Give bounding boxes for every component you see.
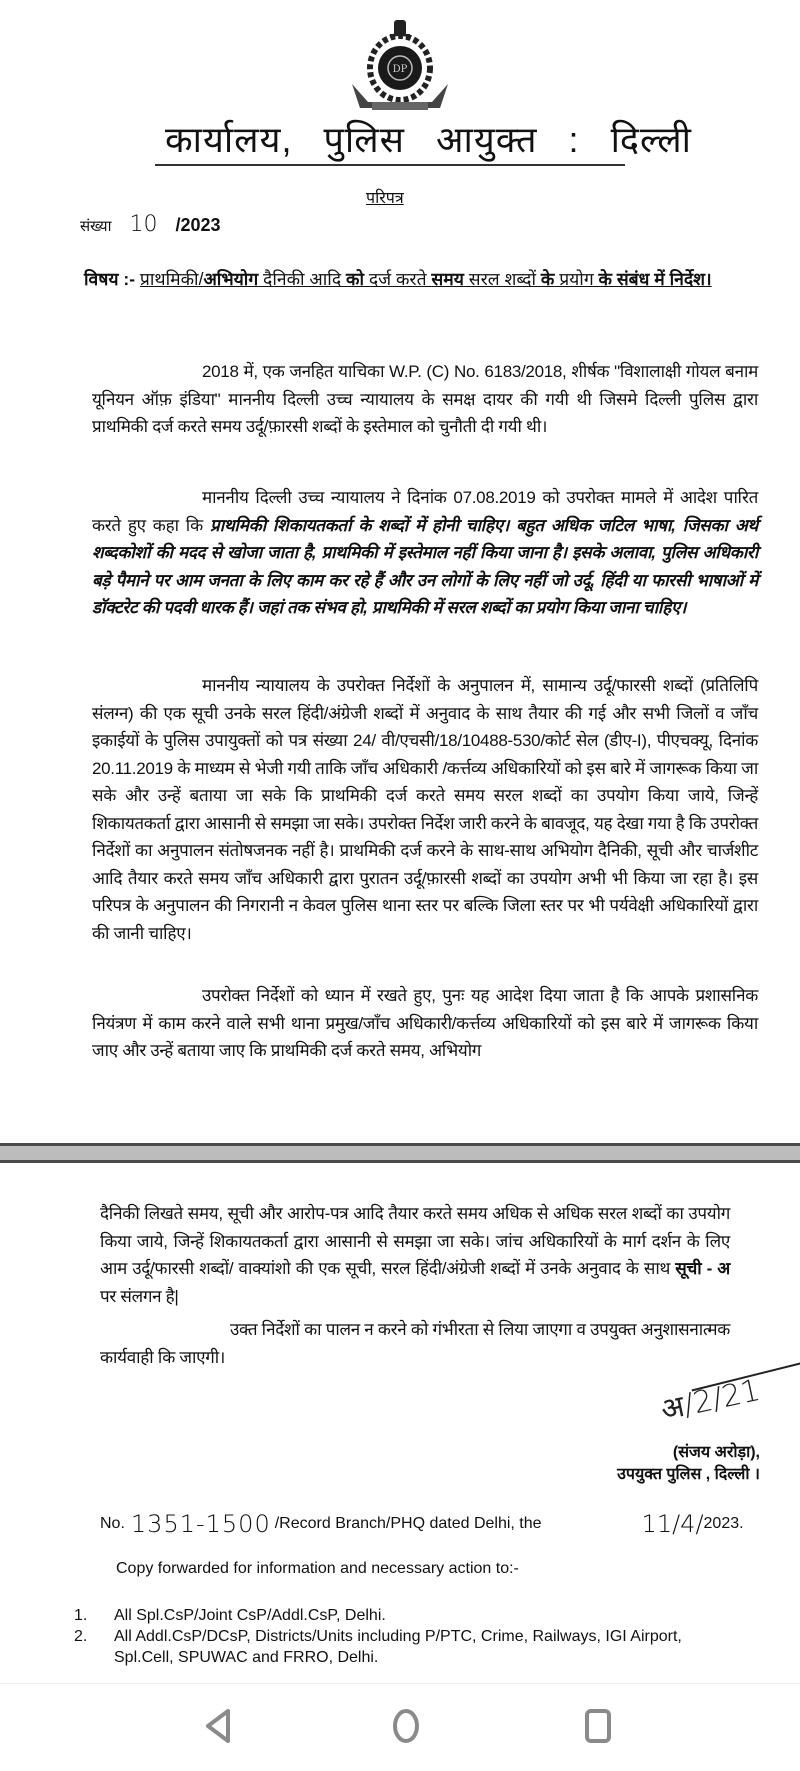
recents-icon — [583, 1708, 613, 1744]
home-button[interactable] — [386, 1706, 426, 1746]
paragraph-5 — [100, 1200, 730, 1310]
list-number: 1. — [74, 1607, 88, 1624]
signatory-designation: उपयुक्त पुलिस , दिल्ली । — [617, 1466, 760, 1483]
number-value: 10 — [129, 212, 158, 237]
subject-part: दैनिकी आदि — [258, 269, 346, 289]
copy-forward-list — [74, 1605, 734, 1668]
ref-prefix: No. — [100, 1515, 125, 1532]
paragraph-6 — [100, 1316, 730, 1371]
annexure-ref: सूची - अ — [675, 1259, 730, 1278]
document-type: परिपत्र — [366, 190, 404, 207]
svg-text:DP: DP — [392, 64, 408, 75]
subject-part: को — [346, 269, 364, 289]
reference-line — [100, 1510, 744, 1538]
paragraph-text: माननीय न्यायालय के उपरोक्त निर्देशों के अनुपालन में, सामान्य उर्दू/फारसी शब्दों (प्रतिलिपि संलग्न) की एक सूची उनके सरल हिंदी/अंग्रेजी शब्दों में अनुवाद के साथ तैयार की गई और सभी जिलों व जाँच इकाईयों के पुलिस उपायुक्तों को पत्र संख्या 24/ वी/एचसी/18/10488-530/कोर्ट सेल (डीए-I), पीएचक्यू, दिनांक 20.11.2019 के माध्यम से भेजी गयी ताकि जाँच अधिकारी /कर्त्तव्य अधिकारियों को इस बारे में जागरूक किया जा सके और उन्हें बताया जा सके कि प्राथमिकी दर्ज करते समय सरल शब्दों का उपयोग किया जाये, जिन्हें शिकायतकर्ता द्वारा आसानी से समझा जा सके। उपरोक्त निर्देश जारी करने के बावजूद, यह देखा गया है कि उपरोक्त निर्देशों का अनुपालन संतोषजनक नहीं है। प्राथमिकी दर्ज करने के साथ-साथ अभियोग दैनिकी, सूची और चार्जशीट आदि तैयार करते समय जाँच अधिकारी द्वारा पुरातन उर्दू/फ़ारसी शब्दों का उपयोग अभी भी किया जा रहा है। इस परिपत्र के अनुपालन की निगरानी न केवल पुलिस थाना स्तर पर बल्कि जिला स्तर पर भी पर्यवेक्षी अधिकारियों द्वारा की जानी चाहिए। — [92, 676, 758, 943]
paragraph-text: उक्त निर्देशों का पालन न करने को गंभीरता से लिया जाएगा व उपयुक्त अनुशासनात्मक कार्यवाही कि जाएगी। — [100, 1320, 730, 1367]
subject-text — [140, 269, 712, 289]
paragraph-text: पर संलगन है| — [100, 1286, 179, 1306]
title-part: : — [568, 119, 580, 160]
list-text: All Spl.CsP/Joint CsP/Addl.CsP, Delhi. — [114, 1607, 386, 1624]
subject-part: सरल शब्दों — [463, 269, 541, 289]
paragraph-text: उपरोक्त निर्देशों को ध्यान में रखते हुए, पुनः यह आदेश दिया जाता है कि आपके प्रशासनिक नियंत्रण में काम करने वाले सभी थाना प्रमुख/जाँच अधिकारी/कर्त्तव्य अधिकारियों को इस बारे में जागरूक किया जाए और उन्हें बताया जाए कि प्राथमिकी दर्ज करते समय, अभियोग — [92, 986, 758, 1060]
list-number: 2. — [74, 1628, 88, 1645]
paragraph-text: दैनिकी लिखते समय, सूची और आरोप-पत्र आदि तैयार करते समय अधिक से अधिक सरल शब्दों का उपयोग किया जाये, जिन्हें शिकायतकर्ता द्वारा आसानी से समझा जा सके। जांच अधिकारियों के मार्ग दर्शन के लिए आम उर्दू/फारसी शब्दों/ वाक्यांशो की एक सूची, सरल हिंदी/अंग्रेजी शब्दों में उनके अनुवाद के साथ — [100, 1204, 730, 1278]
subject-part: के — [540, 269, 555, 289]
ref-middle: /Record Branch/PHQ dated Delhi, the — [274, 1515, 542, 1532]
paragraph-2 — [92, 484, 758, 622]
paragraph-1 — [92, 358, 758, 441]
title-part: आयुक्त — [436, 119, 538, 160]
ref-year: 2023. — [703, 1515, 744, 1532]
copy-forward-heading: Copy forwarded for information and necessary action to:- — [116, 1560, 519, 1577]
subject — [84, 266, 764, 293]
recents-button[interactable] — [578, 1706, 618, 1746]
subject-part: प्रयोग — [554, 269, 599, 289]
title-part: कार्यालय, — [165, 119, 293, 160]
subject-part: समय — [431, 269, 464, 289]
office-title — [155, 118, 692, 166]
paragraph-3 — [92, 672, 758, 947]
court-quote: प्राथमिकी शिकायतकर्ता के शब्दों में होनी चाहिए। बहुत अधिक जटिल भाषा, जिसका अर्थ शब्दकोशों की मदद से खोजा जाता है, प्राथमिकी में इस्तेमाल नहीं किया जाना है। इसके अलावा, पुलिस अधिकारी बड़े पैमाने पर आम जनता के लिए काम कर रहे हैं और उन लोगों के लिए नहीं जो उर्दू, हिंदी या फारसी भाषाओं में डॉक्टरेट की पदवी धारक हैं। जहां तक संभव हो, प्राथमिकी में सरल शब्दों का प्रयोग किया जाना चाहिए। — [92, 515, 758, 617]
list-item — [74, 1626, 734, 1668]
back-button[interactable] — [198, 1706, 238, 1746]
subject-part: के संबंध में निर्देश। — [598, 269, 712, 289]
paragraph-text: 2018 में, एक जनहित याचिका W.P. (C) No. 6183/2018, शीर्षक "विशालाक्षी गोयल बनाम यूनियन ऑफ़ इंडिया" माननीय दिल्ली उच्च न्यायालय के समक्ष दायर की गयी थी जिसमे दिल्ली पुलिस द्वारा प्राथमिकी दर्ज करते समय उर्दू/फ़ारसी शब्दों के इस्तेमाल को चुनौती दी गयी थी। — [92, 362, 758, 436]
paragraph-4 — [92, 982, 758, 1065]
subject-label: विषय :- — [84, 269, 136, 289]
home-icon — [391, 1708, 421, 1744]
number-label: संख्या — [80, 218, 112, 235]
navigation-bar — [0, 1683, 800, 1771]
signatory-name: (संजय अरोड़ा), — [672, 1444, 760, 1461]
title-part: पुलिस — [323, 119, 406, 160]
page-divider — [0, 1143, 800, 1163]
list-item — [74, 1605, 734, 1626]
title-part: दिल्ली — [610, 119, 692, 160]
subject-part: प्राथमिकी/ — [139, 269, 204, 289]
list-text: All Addl.CsP/DCsP, Districts/Units including P/PTC, Crime, Railways, IGI Airport, Spl.Cell, SPUWAC and FRRO, Delhi. — [114, 1628, 682, 1666]
back-icon — [203, 1708, 233, 1744]
signature: अ/2/21 — [657, 1372, 764, 1429]
circular-number — [80, 212, 221, 237]
paragraph-text: माननीय दिल्ली उच्च न्यायालय ने दिनांक 07.08.2019 को उपरोक्त मामले में आदेश पारित करते हुए कहा कि — [92, 488, 758, 535]
subject-part: अभियोग — [203, 269, 259, 289]
delhi-police-emblem — [342, 18, 458, 118]
ref-date: 11/4/ — [641, 1510, 704, 1538]
ref-number: 1351-1500 — [130, 1510, 271, 1538]
subject-part: दर्ज करते — [363, 269, 432, 289]
number-year: /2023 — [175, 215, 221, 235]
